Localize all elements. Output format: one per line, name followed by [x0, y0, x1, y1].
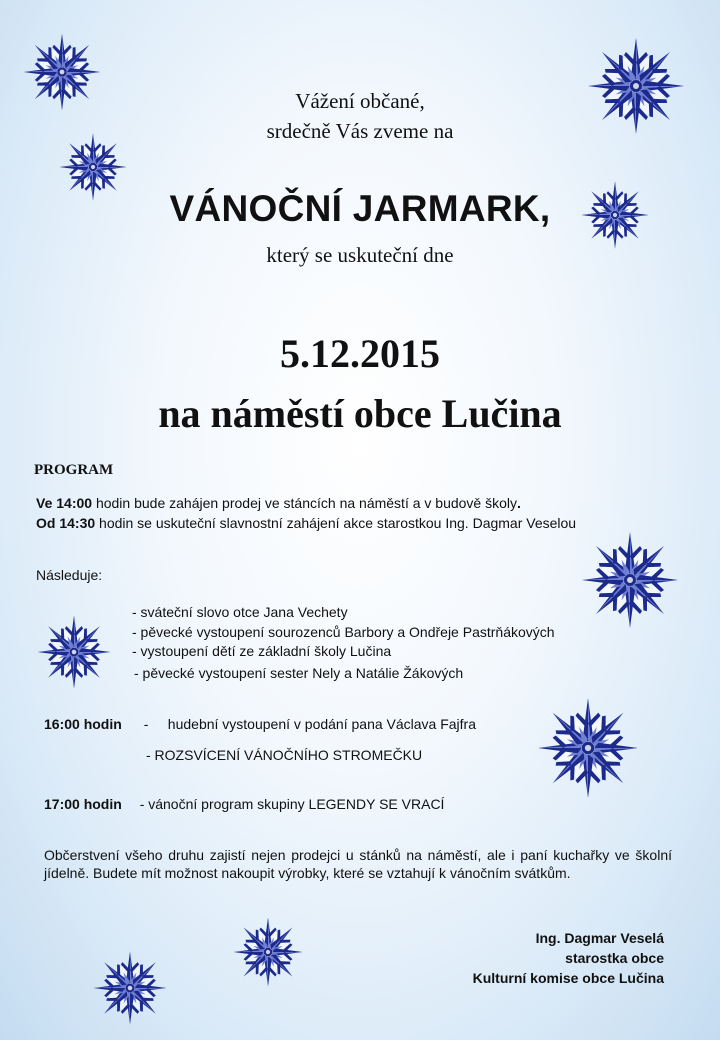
- program-time: 17:00 hodin: [44, 796, 122, 812]
- program-line-2: [36, 515, 576, 531]
- page-title: VÁNOČNÍ JARMARK,: [169, 188, 551, 229]
- signature-role: starostka obce: [565, 950, 664, 966]
- program-line-1: [36, 495, 521, 511]
- snowflake-icon: [536, 696, 640, 800]
- list-item: - sváteční slovo otce Jana Vechety: [132, 604, 348, 620]
- list-item: - pěvecké vystoupení sester Nely a Natálie Žákových: [134, 665, 464, 681]
- snowflake-icon: [92, 950, 168, 1026]
- list-item: - vystoupení dětí ze základní školy Lučina: [132, 643, 392, 659]
- subtitle: který se uskuteční dne: [266, 243, 454, 267]
- greeting: [0, 86, 720, 146]
- program-period: .: [517, 495, 521, 511]
- greeting-line2: srdečně Vás zveme na: [266, 119, 454, 143]
- signature-org: Kulturní komise obce Lučina: [472, 970, 664, 986]
- snowflake-icon: [580, 530, 680, 630]
- program-time: Od 14:30: [36, 515, 96, 531]
- program-17: [44, 796, 444, 812]
- refreshments-paragraph: Občerstvení všeho druhu zajistí nejen prodejci u stánků na náměstí, ale i paní kuchařky ve školní jídelně. Budete mít možnost nakoupit výrobky, které se vztahují k vánočním svátkům.: [44, 847, 672, 881]
- program-time: 16:00 hodin: [44, 716, 122, 732]
- greeting-line1: Vážení občané,: [295, 89, 425, 113]
- program-time: Ve 14:00: [36, 495, 93, 511]
- list-item: - pěvecké vystoupení sourozenců Barbory a Ondřeje Pastrňákových: [132, 624, 555, 640]
- snowflake-icon: [36, 614, 112, 690]
- event-place: na náměstí obce Lučina: [158, 391, 562, 436]
- program-heading: PROGRAM: [34, 462, 114, 478]
- program-16: [44, 716, 476, 732]
- follows-label: Následuje:: [36, 567, 103, 583]
- program-text: hodin se uskuteční slavnostní zahájení akce starostkou Ing. Dagmar Veselou: [95, 515, 577, 531]
- snowflake-icon: [232, 916, 304, 988]
- signature-name: Ing. Dagmar Veselá: [535, 930, 664, 946]
- program-text: hodin bude zahájen prodej ve stáncích na náměstí a v budově školy: [92, 495, 518, 511]
- program-text: - vánoční program skupiny LEGENDY SE VRACÍ: [139, 796, 445, 812]
- program-text: - hudební vystoupení v podání pana Václava Fajfra: [143, 716, 477, 732]
- event-date: 5.12.2015: [280, 331, 440, 376]
- tree-lighting: - ROZSVÍCENÍ VÁNOČNÍHO STROMEČKU: [146, 747, 423, 763]
